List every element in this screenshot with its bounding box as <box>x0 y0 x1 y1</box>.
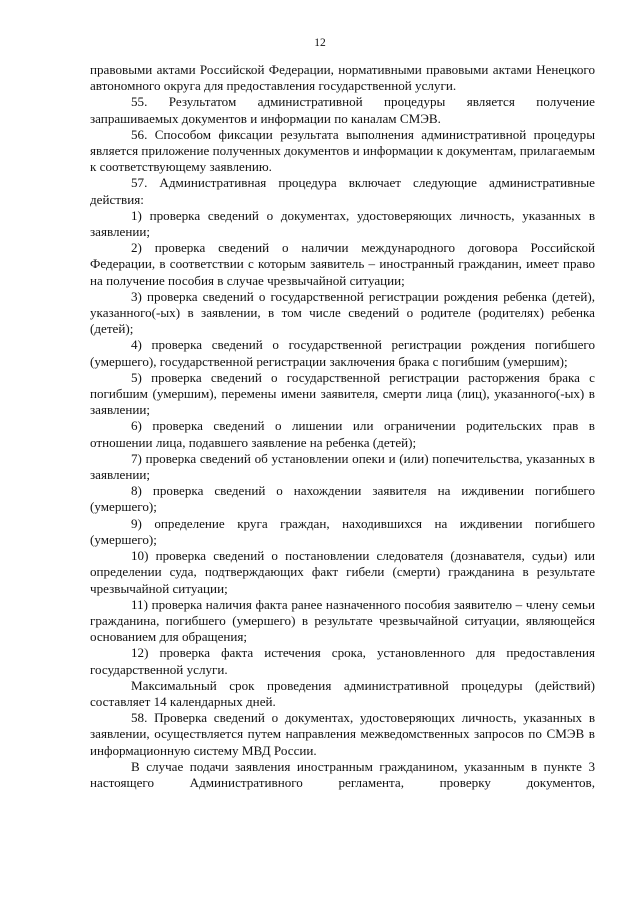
paragraph-55: 55. Результатом административной процедуры является получение запрашиваемых документов и информации по каналам СМЭВ. <box>90 94 595 126</box>
paragraph-58: 58. Проверка сведений о документах, удостоверяющих личность, указанных в заявлении, осуществляется путем направления межведомственных запросов по СМЭВ в информационную систему МВД России. <box>90 710 595 758</box>
list-item-2: 2) проверка сведений о наличии международного договора Российской Федерации, в соответствии с которым заявитель – иностранный гражданин, имеет право на получение пособия в случае чрезвычайной ситуации; <box>90 240 595 288</box>
paragraph-continuation: правовыми актами Российской Федерации, нормативными правовыми актами Ненецкого автономного округа для предоставления государственной услуги. <box>90 62 595 94</box>
list-item-4: 4) проверка сведений о государственной регистрации рождения погибшего (умершего), государственной регистрации заключения брака с погибшим (умершим); <box>90 337 595 369</box>
page-number: 12 <box>314 37 326 49</box>
list-item-7: 7) проверка сведений об установлении опеки и (или) попечительства, указанных в заявлении; <box>90 450 595 483</box>
paragraph-foreign-citizen: В случае подачи заявления иностранным гражданином, указанным в пункте 3 настоящего Административного регламента, проверку документов, <box>90 758 595 790</box>
paragraph-max-term: Максимальный срок проведения административной процедуры (действий) составляет 14 календарных дней. <box>90 677 595 709</box>
list-item-11: 11) проверка наличия факта ранее назначенного пособия заявителю – члену семьи гражданина, погибшего (умершего) в результате чрезвычайной ситуации, являющейся основанием для обращения; <box>90 596 595 645</box>
list-item-9: 9) определение круга граждан, находившихся на иждивении погибшего (умершего); <box>90 515 595 547</box>
list-item-12: 12) проверка факта истечения срока, установленного для предоставления государственной услуги. <box>90 645 595 677</box>
paragraph-57: 57. Административная процедура включает следующие административные действия: <box>90 175 595 207</box>
list-item-8: 8) проверка сведений о нахождении заявителя на иждивении погибшего (умершего); <box>90 483 595 515</box>
list-item-10: 10) проверка сведений о постановлении следователя (дознавателя, судьи) или определении суда, подтверждающих факт гибели (смерти) гражданина в результате чрезвычайной ситуации; <box>90 548 595 596</box>
document-body <box>90 62 595 791</box>
list-item-1: 1) проверка сведений о документах, удостоверяющих личность, указанных в заявлении; <box>90 207 595 240</box>
list-item-3: 3) проверка сведений о государственной регистрации рождения ребенка (детей), указанного(-ых) в заявлении, в том числе сведений о родителе (родителях) ребенка (детей); <box>90 288 595 337</box>
list-item-6: 6) проверка сведений о лишении или ограничении родительских прав в отношении лица, подавшего заявление на ребенка (детей); <box>90 418 595 450</box>
list-item-5: 5) проверка сведений о государственной регистрации расторжения брака с погибшим (умершим), перемены имени заявителя, смерти лица (лиц), указанного(-ых) в заявлении; <box>90 369 595 418</box>
paragraph-56: 56. Способом фиксации результата выполнения административной процедуры является приложение полученных документов и информации к документам, прилагаемым к соответствующему заявлению. <box>90 126 595 175</box>
